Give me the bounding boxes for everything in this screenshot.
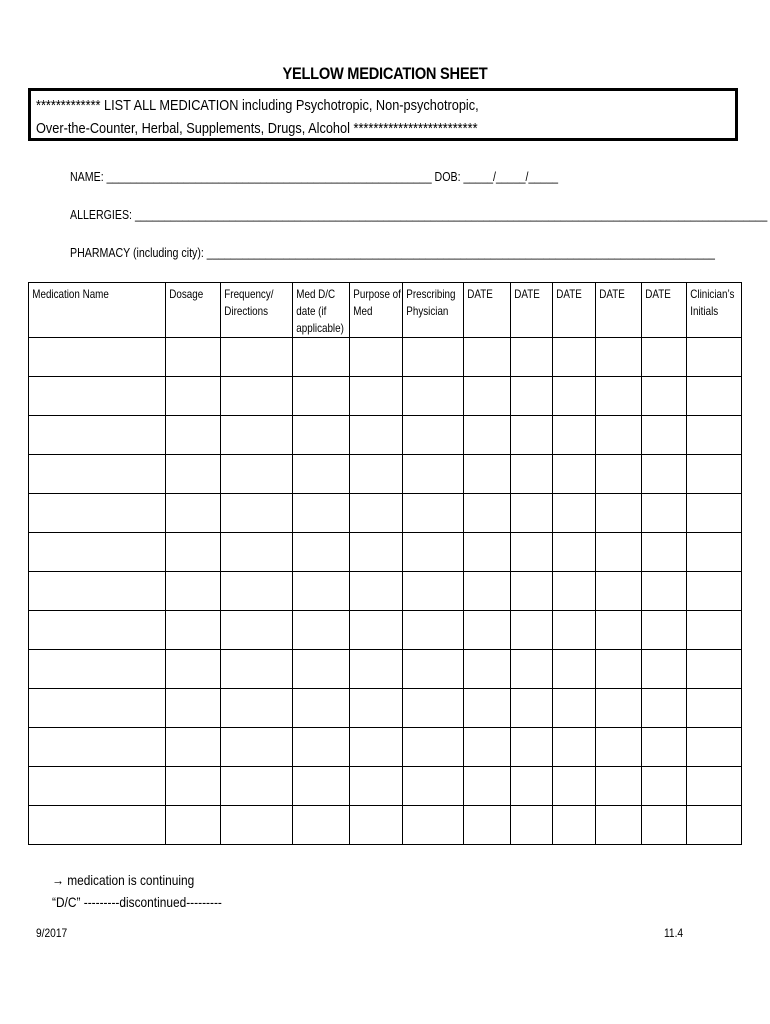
table-cell[interactable] bbox=[511, 650, 553, 689]
table-cell[interactable] bbox=[642, 767, 687, 806]
header-date-5: DATE bbox=[642, 283, 687, 338]
table-cell[interactable] bbox=[596, 338, 642, 377]
table-cell[interactable] bbox=[293, 338, 350, 377]
table-cell[interactable] bbox=[464, 806, 511, 845]
header-date-1: DATE bbox=[464, 283, 511, 338]
table-row bbox=[29, 728, 742, 767]
table-cell[interactable] bbox=[687, 611, 742, 650]
table-cell[interactable] bbox=[511, 572, 553, 611]
table-cell[interactable] bbox=[166, 767, 221, 806]
table-cell[interactable] bbox=[642, 650, 687, 689]
table-cell[interactable] bbox=[687, 377, 742, 416]
table-cell[interactable] bbox=[221, 572, 293, 611]
table-cell[interactable] bbox=[511, 611, 553, 650]
table-cell[interactable] bbox=[29, 767, 166, 806]
table-cell[interactable] bbox=[29, 338, 166, 377]
table-cell[interactable] bbox=[166, 728, 221, 767]
table-cell[interactable] bbox=[29, 806, 166, 845]
legend-discontinued: “D/C” ---------discontinued--------- bbox=[52, 894, 222, 910]
table-cell[interactable] bbox=[221, 728, 293, 767]
table-cell[interactable] bbox=[221, 767, 293, 806]
table-cell[interactable] bbox=[596, 377, 642, 416]
table-cell[interactable] bbox=[596, 572, 642, 611]
table-cell[interactable] bbox=[221, 338, 293, 377]
table-cell[interactable] bbox=[350, 689, 403, 728]
table-cell[interactable] bbox=[166, 572, 221, 611]
table-cell[interactable] bbox=[511, 728, 553, 767]
table-cell[interactable] bbox=[221, 689, 293, 728]
table-cell[interactable] bbox=[350, 572, 403, 611]
legend-continuing-text: medication is continuing bbox=[67, 872, 195, 888]
table-cell[interactable] bbox=[553, 611, 596, 650]
table-cell[interactable] bbox=[350, 494, 403, 533]
table-cell[interactable] bbox=[166, 377, 221, 416]
table-cell[interactable] bbox=[596, 494, 642, 533]
table-cell[interactable] bbox=[166, 611, 221, 650]
table-row bbox=[29, 377, 742, 416]
table-cell[interactable] bbox=[293, 728, 350, 767]
table-cell[interactable] bbox=[403, 494, 464, 533]
notice-line-2: Over-the-Counter, Herbal, Supplements, Drugs, Alcohol ************************* bbox=[36, 120, 478, 137]
page-title: YELLOW MEDICATION SHEET bbox=[282, 64, 488, 83]
notice-line-1: ************* LIST ALL MEDICATION including Psychotropic, Non-psychotropic, bbox=[36, 97, 479, 114]
table-cell[interactable] bbox=[596, 806, 642, 845]
header-date-3: DATE bbox=[553, 283, 596, 338]
header-date-4: DATE bbox=[596, 283, 642, 338]
table-cell[interactable] bbox=[687, 650, 742, 689]
header-med-dc-date: Med D/C date (if applicable) bbox=[293, 283, 350, 338]
table-cell[interactable] bbox=[687, 416, 742, 455]
table-cell[interactable] bbox=[403, 611, 464, 650]
table-cell[interactable] bbox=[29, 494, 166, 533]
table-cell[interactable] bbox=[687, 533, 742, 572]
table-cell[interactable] bbox=[511, 338, 553, 377]
table-cell[interactable] bbox=[511, 416, 553, 455]
table-cell[interactable] bbox=[596, 650, 642, 689]
name-dob-field[interactable]: NAME: _______________________________________________________ DOB: _____/_____/_____ bbox=[70, 170, 559, 184]
table-cell[interactable] bbox=[464, 572, 511, 611]
table-cell[interactable] bbox=[166, 455, 221, 494]
table-cell[interactable] bbox=[553, 806, 596, 845]
table-cell[interactable] bbox=[166, 650, 221, 689]
table-cell[interactable] bbox=[596, 611, 642, 650]
table-cell[interactable] bbox=[642, 533, 687, 572]
table-cell[interactable] bbox=[687, 767, 742, 806]
table-cell[interactable] bbox=[642, 611, 687, 650]
table-cell[interactable] bbox=[553, 689, 596, 728]
table-cell[interactable] bbox=[553, 767, 596, 806]
table-cell[interactable] bbox=[293, 533, 350, 572]
table-cell[interactable] bbox=[596, 767, 642, 806]
table-cell[interactable] bbox=[403, 533, 464, 572]
table-cell[interactable] bbox=[596, 533, 642, 572]
medication-table bbox=[28, 282, 742, 845]
table-cell[interactable] bbox=[464, 455, 511, 494]
table-cell[interactable] bbox=[553, 416, 596, 455]
table-cell[interactable] bbox=[596, 455, 642, 494]
table-cell[interactable] bbox=[511, 377, 553, 416]
table-cell[interactable] bbox=[642, 455, 687, 494]
table-cell[interactable] bbox=[166, 494, 221, 533]
table-cell[interactable] bbox=[29, 650, 166, 689]
table-row bbox=[29, 455, 742, 494]
table-cell[interactable] bbox=[166, 533, 221, 572]
table-cell[interactable] bbox=[464, 377, 511, 416]
table-cell[interactable] bbox=[464, 338, 511, 377]
table-cell[interactable] bbox=[511, 767, 553, 806]
table-cell[interactable] bbox=[221, 611, 293, 650]
table-cell[interactable] bbox=[29, 377, 166, 416]
table-cell[interactable] bbox=[350, 806, 403, 845]
table-cell[interactable] bbox=[166, 338, 221, 377]
table-cell[interactable] bbox=[511, 806, 553, 845]
table-cell[interactable] bbox=[221, 494, 293, 533]
header-dosage: Dosage bbox=[166, 283, 221, 338]
table-cell[interactable] bbox=[350, 728, 403, 767]
table-cell[interactable] bbox=[687, 572, 742, 611]
table-cell[interactable] bbox=[642, 689, 687, 728]
table-cell[interactable] bbox=[642, 494, 687, 533]
table-cell[interactable] bbox=[350, 533, 403, 572]
table-cell[interactable] bbox=[29, 455, 166, 494]
table-cell[interactable] bbox=[642, 806, 687, 845]
header-medication-name: Medication Name bbox=[29, 283, 166, 338]
table-row bbox=[29, 767, 742, 806]
table-cell[interactable] bbox=[687, 806, 742, 845]
table-row bbox=[29, 338, 742, 377]
table-cell[interactable] bbox=[464, 416, 511, 455]
table-row bbox=[29, 650, 742, 689]
table-cell[interactable] bbox=[221, 806, 293, 845]
table-cell[interactable] bbox=[166, 416, 221, 455]
table-row bbox=[29, 572, 742, 611]
table-cell[interactable] bbox=[553, 650, 596, 689]
table-cell[interactable] bbox=[464, 650, 511, 689]
table-cell[interactable] bbox=[403, 338, 464, 377]
header-date-2: DATE bbox=[511, 283, 553, 338]
table-cell[interactable] bbox=[350, 611, 403, 650]
legend-continuing bbox=[52, 872, 194, 888]
table-cell[interactable] bbox=[596, 416, 642, 455]
table-cell[interactable] bbox=[596, 689, 642, 728]
table-cell[interactable] bbox=[350, 767, 403, 806]
table-cell[interactable] bbox=[403, 572, 464, 611]
table-cell[interactable] bbox=[221, 455, 293, 494]
table-cell[interactable] bbox=[221, 650, 293, 689]
header-clinician-initials: Clinician’s Initials bbox=[687, 283, 742, 338]
table-cell[interactable] bbox=[553, 572, 596, 611]
right-arrow-icon: → bbox=[52, 872, 64, 888]
table-cell[interactable] bbox=[403, 650, 464, 689]
table-cell[interactable] bbox=[553, 494, 596, 533]
table-cell[interactable] bbox=[293, 377, 350, 416]
table-cell[interactable] bbox=[403, 377, 464, 416]
table-cell[interactable] bbox=[687, 338, 742, 377]
table-cell[interactable] bbox=[403, 767, 464, 806]
table-cell[interactable] bbox=[350, 416, 403, 455]
table-cell[interactable] bbox=[221, 533, 293, 572]
footer-date: 9/2017 bbox=[36, 926, 68, 940]
header-prescribing-physician: Prescribing Physician bbox=[403, 283, 464, 338]
notice-box bbox=[28, 88, 738, 141]
table-cell[interactable] bbox=[403, 806, 464, 845]
table-cell[interactable] bbox=[464, 689, 511, 728]
table-cell[interactable] bbox=[687, 689, 742, 728]
table-cell[interactable] bbox=[464, 611, 511, 650]
table-cell[interactable] bbox=[29, 611, 166, 650]
table-row bbox=[29, 611, 742, 650]
table-cell[interactable] bbox=[350, 455, 403, 494]
table-cell[interactable] bbox=[166, 689, 221, 728]
table-cell[interactable] bbox=[403, 455, 464, 494]
table-cell[interactable] bbox=[553, 377, 596, 416]
table-cell[interactable] bbox=[511, 494, 553, 533]
table-cell[interactable] bbox=[293, 494, 350, 533]
table-cell[interactable] bbox=[687, 494, 742, 533]
table-cell[interactable] bbox=[29, 572, 166, 611]
table-cell[interactable] bbox=[511, 689, 553, 728]
pharmacy-field[interactable]: PHARMACY (including city): ______________________________________________________________________________________ bbox=[70, 246, 715, 260]
table-cell[interactable] bbox=[642, 377, 687, 416]
table-cell[interactable] bbox=[166, 806, 221, 845]
table-cell[interactable] bbox=[29, 689, 166, 728]
table-cell[interactable] bbox=[687, 455, 742, 494]
table-row bbox=[29, 689, 742, 728]
table-cell[interactable] bbox=[511, 533, 553, 572]
table-header-row bbox=[29, 283, 742, 338]
table-cell[interactable] bbox=[293, 806, 350, 845]
header-frequency: Frequency/ Directions bbox=[221, 283, 293, 338]
table-cell[interactable] bbox=[464, 728, 511, 767]
table-cell[interactable] bbox=[596, 728, 642, 767]
table-row bbox=[29, 533, 742, 572]
table-cell[interactable] bbox=[642, 572, 687, 611]
table-cell[interactable] bbox=[221, 377, 293, 416]
table-cell[interactable] bbox=[511, 455, 553, 494]
allergies-field[interactable]: ALLERGIES: ___________________________________________________________________________________________________________ bbox=[70, 208, 768, 222]
table-cell[interactable] bbox=[553, 533, 596, 572]
table-cell[interactable] bbox=[464, 494, 511, 533]
table-cell[interactable] bbox=[293, 650, 350, 689]
table-cell[interactable] bbox=[29, 728, 166, 767]
table-row bbox=[29, 494, 742, 533]
table-cell[interactable] bbox=[350, 338, 403, 377]
table-cell[interactable] bbox=[553, 455, 596, 494]
table-cell[interactable] bbox=[403, 728, 464, 767]
table-cell[interactable] bbox=[642, 338, 687, 377]
table-cell[interactable] bbox=[293, 611, 350, 650]
table-cell[interactable] bbox=[293, 689, 350, 728]
header-purpose: Purpose of Med bbox=[350, 283, 403, 338]
table-cell[interactable] bbox=[642, 728, 687, 767]
table-cell[interactable] bbox=[464, 533, 511, 572]
table-cell[interactable] bbox=[29, 416, 166, 455]
table-cell[interactable] bbox=[464, 767, 511, 806]
table-row bbox=[29, 806, 742, 845]
table-row bbox=[29, 416, 742, 455]
table-cell[interactable] bbox=[293, 416, 350, 455]
table-cell[interactable] bbox=[221, 416, 293, 455]
footer-page-number: 11.4 bbox=[664, 926, 684, 940]
table-cell[interactable] bbox=[350, 650, 403, 689]
table-cell[interactable] bbox=[403, 416, 464, 455]
table-cell[interactable] bbox=[553, 728, 596, 767]
table-cell[interactable] bbox=[293, 455, 350, 494]
table-cell[interactable] bbox=[350, 377, 403, 416]
table-cell[interactable] bbox=[553, 338, 596, 377]
table-cell[interactable] bbox=[687, 728, 742, 767]
table-cell[interactable] bbox=[293, 572, 350, 611]
table-cell[interactable] bbox=[403, 689, 464, 728]
table-cell[interactable] bbox=[29, 533, 166, 572]
table-cell[interactable] bbox=[642, 416, 687, 455]
table-cell[interactable] bbox=[293, 767, 350, 806]
